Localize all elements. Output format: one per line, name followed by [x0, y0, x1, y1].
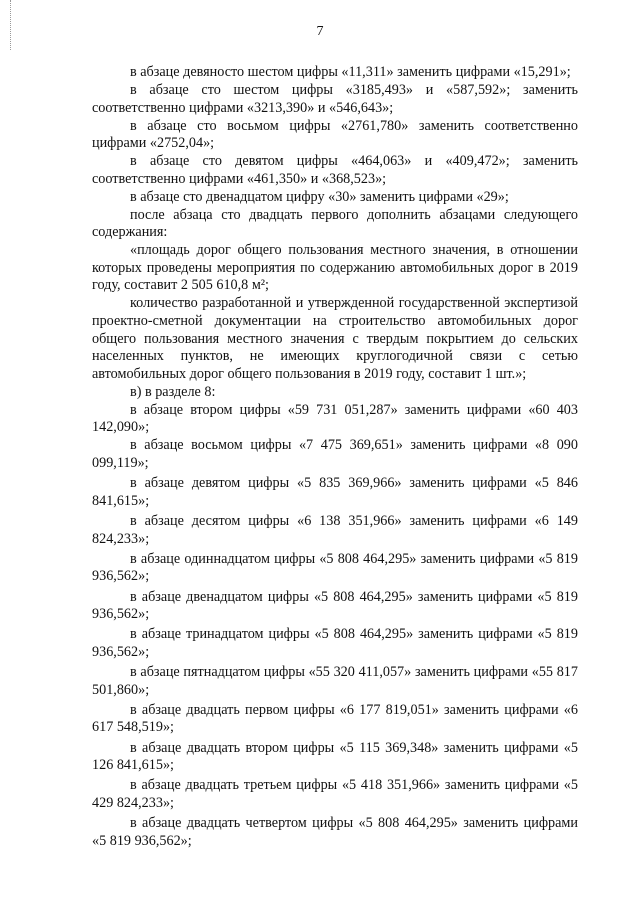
- paragraph: в абзаце пятнадцатом цифры «55 320 411,057» заменить цифрами «55 817 501,860»;: [92, 664, 578, 698]
- paragraph: в абзаце сто двенадцатом цифру «30» заменить цифрами «29»;: [130, 188, 509, 205]
- paragraph: в абзаце двадцать третьем цифры «5 418 351,966» заменить цифрами «5 429 824,233»;: [92, 777, 578, 811]
- paragraph: в абзаце сто восьмом цифры «2761,780» заменить соответственно цифрами «2752,04»;: [92, 117, 578, 152]
- paragraph: в абзаце девяносто шестом цифры «11,311» заменить цифрами «15,291»;: [130, 64, 571, 80]
- paragraph: после абзаца сто двадцать первого дополнить абзацами следующего содержания:: [92, 206, 578, 241]
- paragraph: в абзаце десятом цифры «6 138 351,966» заменить цифрами «6 149 824,233»;: [92, 512, 578, 547]
- document-body: [92, 64, 578, 850]
- paragraph: в абзаце двенадцатом цифры «5 808 464,295» заменить цифрами «5 819 936,562»;: [92, 588, 578, 623]
- paragraph: в абзаце двадцать первом цифры «6 177 819,051» заменить цифрами «6 617 548,519»;: [92, 701, 578, 736]
- paragraph: в абзаце втором цифры «59 731 051,287» заменить цифрами «60 403 142,090»;: [92, 401, 578, 436]
- paragraph: в абзаце тринадцатом цифры «5 808 464,295» заменить цифрами «5 819 936,562»;: [92, 626, 578, 660]
- paragraph: в абзаце девятом цифры «5 835 369,966» заменить цифрами «5 846 841,615»;: [92, 475, 578, 509]
- paragraph: в абзаце сто девятом цифры «464,063» и «409,472»; заменить соответственно цифрами «461,350» и «368,523»;: [92, 153, 578, 187]
- paragraph: в) в разделе 8:: [130, 383, 216, 400]
- paragraph: в абзаце двадцать втором цифры «5 115 369,348» заменить цифрами «5 126 841,615»;: [92, 739, 578, 774]
- paragraph: количество разработанной и утвержденной государственной экспертизой проектно-сметной документации на строительство автомобильных дорог общего пользования местного значения с твердым покрытием до сельских населенных пунктов, не имеющих круглогодичной связи с сетью автомобильных дорог общего пользования в 2019 году, составит 1 шт.»;: [92, 295, 578, 382]
- page-number: 7: [316, 24, 324, 39]
- paragraph: в абзаце двадцать четвертом цифры «5 808 464,295» заменить цифрами «5 819 936,562»;: [92, 815, 578, 849]
- paragraph: в абзаце восьмом цифры «7 475 369,651» заменить цифрами «8 090 099,119»;: [92, 437, 578, 471]
- paragraph: в абзаце одиннадцатом цифры «5 808 464,295» заменить цифрами «5 819 936,562»;: [92, 550, 578, 585]
- paragraph: в абзаце сто шестом цифры «3185,493» и «587,592»; заменить соответственно цифрами «3213,390» и «546,643»;: [92, 81, 578, 116]
- paragraph: «площадь дорог общего пользования местного значения, в отношении которых проведены мероприятия по содержанию автомобильных дорог в 2019 году, составит 2 505 610,8 м²;: [92, 242, 578, 294]
